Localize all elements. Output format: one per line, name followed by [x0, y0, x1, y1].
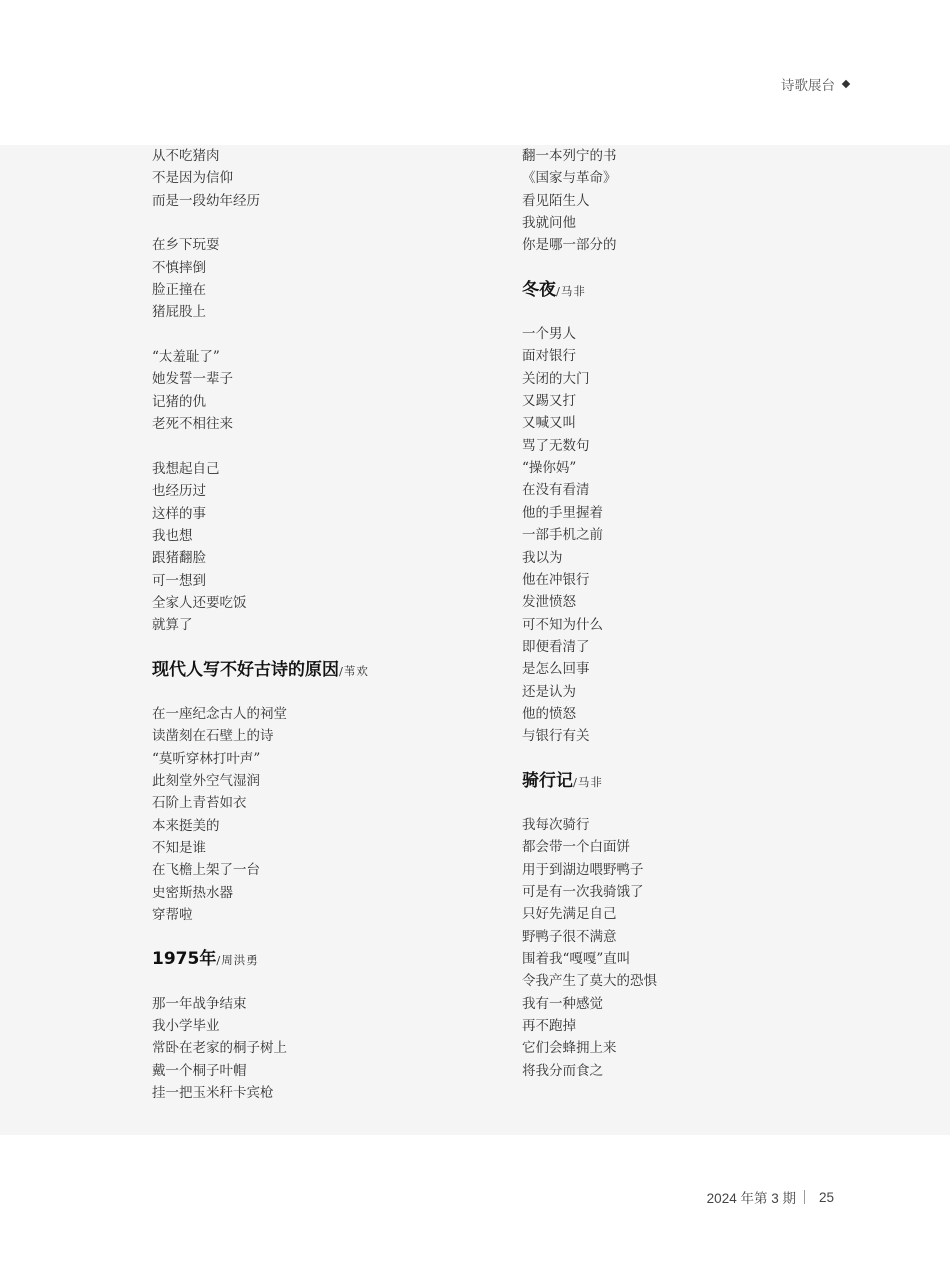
poem-line: 面对银行 — [522, 348, 576, 365]
poem-line: 骂了无数句 — [522, 437, 590, 454]
poem-line: 又喊又叫 — [522, 415, 576, 432]
poem-line: 他的愤怒 — [522, 705, 576, 722]
poem-line: 再不跑掉 — [522, 1018, 576, 1035]
poem-line: 读凿刻在石壁上的诗 — [152, 728, 274, 745]
poem-line: 她发誓一辈子 — [152, 371, 233, 388]
poem-line: 那一年战争结束 — [152, 995, 247, 1012]
poem-line: 围着我“嘎嘎”直叫 — [522, 951, 631, 967]
stanza-break — [152, 324, 492, 346]
poem-line: 此刻堂外空气湿润 — [152, 772, 260, 789]
poem-author: /周洪勇 — [216, 953, 259, 968]
poem-line: 与银行有关 — [522, 728, 590, 745]
poem-heading — [152, 659, 492, 681]
stanza-break — [152, 435, 492, 457]
poem-line: 将我分而食之 — [522, 1062, 603, 1079]
poem-line: 不知是谁 — [152, 839, 206, 856]
footer-divider — [804, 1190, 805, 1204]
poem-author: /苇欢 — [339, 663, 369, 678]
poem-line: 只好先满足自己 — [522, 906, 617, 923]
poem-line: 就算了 — [152, 617, 193, 634]
poem-line: 脸正撞在 — [152, 282, 206, 299]
section-header — [781, 74, 849, 94]
right-column — [522, 145, 862, 1082]
poem-line: 在乡下玩耍 — [152, 237, 220, 254]
poem-title: 1975年 — [152, 949, 217, 970]
poem-line: “操你妈” — [522, 460, 577, 477]
poem-line: 我有一种感觉 — [522, 995, 603, 1012]
stanza-break — [152, 212, 492, 234]
poem-line: 都会带一个白面饼 — [522, 839, 630, 856]
poem-line: 是怎么回事 — [522, 661, 590, 678]
poem-line: 而是一段幼年经历 — [152, 192, 260, 209]
poem-line: 我小学毕业 — [152, 1018, 220, 1035]
poem-line: 也经历过 — [152, 483, 206, 500]
page-number: 25 — [818, 1189, 834, 1205]
poem-line: 他的手里握着 — [522, 504, 603, 521]
poem-line: 本来挺美的 — [152, 817, 220, 834]
poem-line: 可不知为什么 — [522, 616, 603, 633]
poem-line: “太羞耻了” — [152, 349, 220, 366]
poem-line: 关闭的大门 — [522, 370, 590, 387]
poem-line: 发泄愤怒 — [522, 594, 576, 611]
poem-line: 一个男人 — [522, 326, 576, 343]
poem-line: 野鸭子很不满意 — [522, 928, 617, 945]
poem-line: 即便看清了 — [522, 638, 590, 655]
poem-line: 记猪的仇 — [152, 393, 206, 410]
poem-line: 全家人还要吃饭 — [152, 594, 247, 611]
poem-line: 在飞檐上架了一台 — [152, 862, 260, 879]
poem-line: 在没有看清 — [522, 482, 590, 499]
poem-line: “莫听穿林打叶声” — [152, 750, 261, 767]
poem-heading — [522, 279, 862, 301]
left-column — [152, 145, 492, 1104]
poem-line: 不慎摔倒 — [152, 259, 206, 276]
poem-line: 你是哪一部分的 — [522, 237, 617, 254]
poem-line: 可一想到 — [152, 572, 206, 589]
poem-title: 冬夜 — [522, 279, 556, 300]
poem-heading — [152, 948, 492, 970]
poem-line: 它们会蜂拥上来 — [522, 1040, 617, 1057]
poem-line: 不是因为信仰 — [152, 170, 233, 187]
poem-line: 常卧在老家的桐子树上 — [152, 1040, 287, 1057]
poem-line: 翻一本列宁的书 — [522, 148, 617, 164]
poem-line: 我想起自己 — [152, 460, 220, 477]
poem-line: 他在冲银行 — [522, 571, 590, 588]
poem-line: 我也想 — [152, 527, 193, 544]
poem-line: 跟猪翻脸 — [152, 550, 206, 567]
poem-line: 我每次骑行 — [522, 816, 590, 833]
poem-line: 猪屁股上 — [152, 304, 206, 321]
poem-line: 用于到湖边喂野鸭子 — [522, 861, 644, 878]
diamond-icon — [842, 80, 850, 88]
poem-line: 在一座纪念古人的祠堂 — [152, 705, 287, 722]
poem-line: 令我产生了莫大的恐惧 — [522, 973, 657, 990]
poem-line: 石阶上青苔如衣 — [152, 795, 247, 812]
poem-line: 《国家与革命》 — [522, 170, 617, 187]
poem-line: 老死不相往来 — [152, 416, 233, 433]
poem-author: /马非 — [573, 774, 603, 789]
page-footer — [707, 1187, 834, 1207]
issue-label: 2024 年第 3 期 — [706, 1191, 796, 1206]
poem-line: 我以为 — [522, 549, 563, 566]
poem-line: 一部手机之前 — [522, 527, 603, 544]
poem-line: 挂一把玉米秆卡宾枪 — [152, 1085, 274, 1102]
poem-line: 又踢又打 — [522, 393, 576, 410]
poem-heading — [522, 770, 862, 792]
poem-line: 我就问他 — [522, 215, 576, 232]
poem-title: 骑行记 — [522, 770, 573, 791]
section-title: 诗歌展台 — [781, 78, 835, 93]
content-panel — [0, 145, 950, 1135]
poem-line: 戴一个桐子叶帽 — [152, 1062, 247, 1079]
poem-line: 史密斯热水器 — [152, 884, 233, 901]
poem-line: 穿帮啦 — [152, 907, 193, 923]
poem-line: 可是有一次我骑饿了 — [522, 883, 644, 900]
poem-line: 看见陌生人 — [522, 192, 590, 209]
poem-line: 从不吃猪肉 — [152, 148, 220, 164]
poem-title: 现代人写不好古诗的原因 — [152, 659, 339, 680]
poem-author: /马非 — [556, 283, 586, 298]
poem-line: 还是认为 — [522, 683, 576, 700]
poem-line: 这样的事 — [152, 505, 206, 522]
